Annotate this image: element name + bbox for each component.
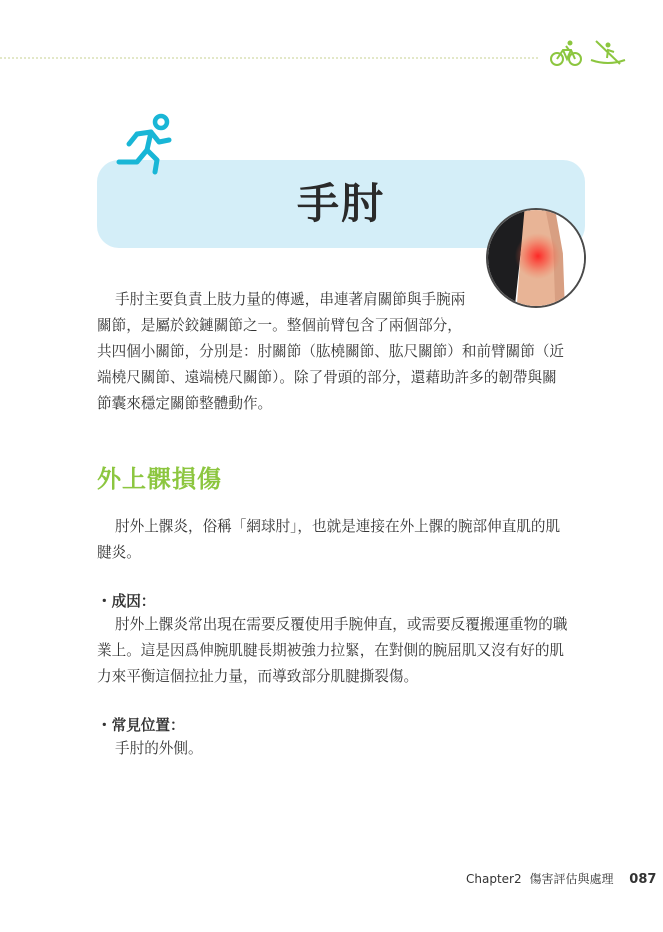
intro-line-4: 端橈尺關節、遠端橈尺關節）。除了骨頭的部分，還藉助許多的韌帶與關 <box>97 369 557 386</box>
intro-line-5: 節囊來穩定關節整體動作。 <box>97 395 273 412</box>
cause-line-2: 業上。這是因爲伸腕肌腱長期被強力拉緊，在對側的腕屈肌又沒有好的肌 <box>97 642 565 659</box>
header-dotted-rule <box>0 57 538 59</box>
intro-line-2: 關節，是屬於鉸鏈關節之一。整個前臂包含了兩個部分， <box>97 317 462 334</box>
intro-line-1: 手肘主要負責上肢力量的傳遞，串連著肩關節與手腕兩 <box>115 291 466 308</box>
kayaking-icon <box>588 38 628 68</box>
cause-heading: ・成因： <box>97 593 156 610</box>
page-footer <box>466 870 656 887</box>
section-intro-line-1: 肘外上髁炎，俗稱「網球肘」，也就是連接在外上髁的腕部伸直肌的肌 <box>115 518 561 535</box>
location-line: 手肘的外側。 <box>115 740 203 757</box>
page-number: 087 <box>629 872 657 887</box>
footer-chapter-title: 傷害評估與處理 <box>529 872 614 886</box>
page-title: 手肘 <box>296 179 385 228</box>
cause-line-3: 力來平衡這個拉扯力量，而導致部分肌腱撕裂傷。 <box>97 668 419 685</box>
elbow-pain-photo <box>486 208 586 308</box>
cause-line-1: 肘外上髁炎常出現在需要反覆使用手腕伸直，或需要反覆搬運重物的職 <box>115 616 568 633</box>
cycling-icon <box>550 38 582 68</box>
section-heading: 外上髁損傷 <box>97 465 222 493</box>
header-sport-icons <box>550 38 630 68</box>
section-intro-line-2: 腱炎。 <box>97 544 141 561</box>
intro-line-3: 共四個小關節，分別是：肘關節（肱橈關節、肱尺關節）和前臂關節（近 <box>97 343 565 360</box>
location-heading: ・常見位置： <box>97 717 185 734</box>
footer-chapter: Chapter2 <box>466 872 522 886</box>
